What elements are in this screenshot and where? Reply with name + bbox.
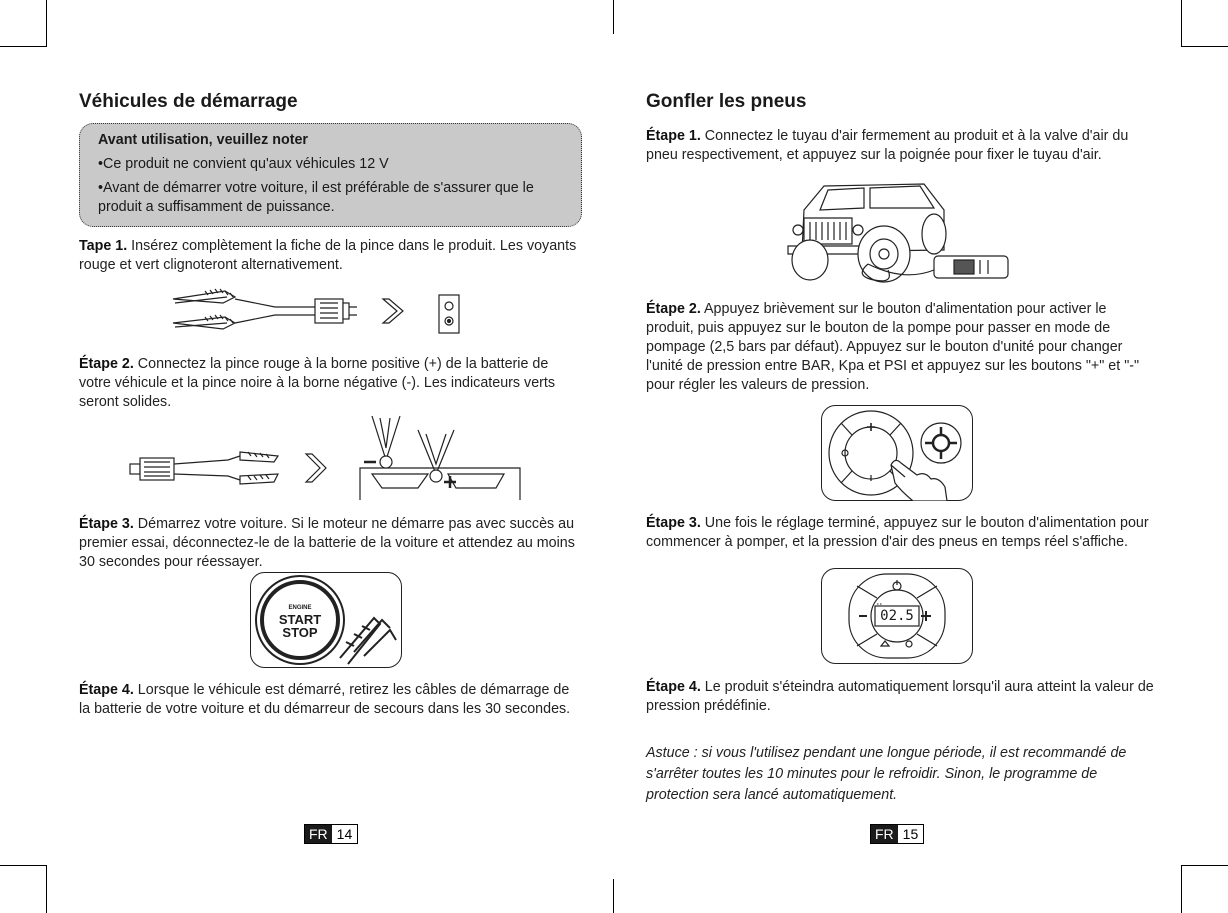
control-panel-illustration xyxy=(821,405,973,501)
crop-mark xyxy=(0,46,47,47)
crop-mark xyxy=(1181,0,1182,46)
step-text: Lorsque le véhicule est démarré, retirez les câbles de démarrage de la batterie de votre voiture et du démarreur de secours dans les 30 secondes. xyxy=(79,682,571,717)
right-section-title: Gonfler les pneus xyxy=(646,91,807,112)
step-text: Connectez le tuyau d'air fermement au produit et à la valve d'air du pneu respectivement, et appuyez sur la poignée pour fixer le tuyau d'air. xyxy=(646,128,1129,163)
tip-text: Astuce : si vous l'utilisez pendant une longue période, il est recommandé de s'arrêter toutes les 10 minutes pour le refroidir. Sinon, le programme de protection sera lancé automatiquement. xyxy=(646,745,1127,803)
crop-mark xyxy=(46,0,47,46)
step-text: Insérez complètement la fiche de la pince dans le produit. Les voyants rouge et vert clignoteront alternativement. xyxy=(79,238,577,273)
start-label: START xyxy=(278,612,322,627)
step-text: Connectez la pince rouge à la borne positive (+) de la batterie de votre véhicule et la pince noire à la borne négative (-). Les indicateurs verts seront solides. xyxy=(79,356,556,410)
crop-mark xyxy=(613,0,614,34)
step-label: Étape 3. xyxy=(646,515,701,531)
jeep-inflator-illustration xyxy=(784,180,1012,290)
left-step-4 xyxy=(79,681,584,719)
step-text: Le produit s'éteindra automatiquement lorsqu'il aura atteint la valeur de pression prédéfinie. xyxy=(646,679,1154,714)
right-step-1 xyxy=(646,127,1156,165)
step-label: Étape 4. xyxy=(79,682,134,698)
left-step-3 xyxy=(79,515,584,572)
left-step-1 xyxy=(79,237,584,275)
right-step-3 xyxy=(646,514,1156,552)
left-section-title: Véhicules de démarrage xyxy=(79,91,298,112)
page-lang: FR xyxy=(871,825,898,843)
page-number-left xyxy=(304,824,358,844)
crop-mark xyxy=(1181,46,1228,47)
step-text: Une fois le réglage terminé, appuyez sur le bouton d'alimentation pour commencer à pomper, et la pression d'air des pneus en temps réel s'affiche. xyxy=(646,515,1149,550)
note-item: •Ce produit ne convient qu'aux véhicules 12 V xyxy=(98,156,389,172)
step-label: Étape 2. xyxy=(646,301,701,317)
page-lang: FR xyxy=(305,825,332,843)
crop-mark xyxy=(46,865,47,913)
page-num: 14 xyxy=(332,825,358,843)
left-step-2 xyxy=(79,355,584,412)
step-label: Étape 2. xyxy=(79,356,134,372)
pressure-display-value: 02.5 xyxy=(880,608,914,624)
crop-mark xyxy=(1181,865,1228,866)
step-label: Tape 1. xyxy=(79,238,128,254)
right-step-4 xyxy=(646,678,1156,716)
crop-mark xyxy=(0,865,47,866)
note-item: •Avant de démarrer votre voiture, il est préférable de s'assurer que le produit a suffisamment de puissance. xyxy=(98,180,534,215)
battery-connection-illustration xyxy=(128,412,530,504)
step-text: Appuyez brièvement sur le bouton d'alimentation pour activer le produit, puis appuyez sur le bouton de la pompe pour passer en mode de pompage (2,5 bars par défaut). Appuyez sur le bouton d'unité pour changer l'unité de pression entre BAR, Kpa et PSI et appuyez sur les boutons "+" et "-" pour régler les valeurs de pression. xyxy=(646,301,1140,393)
note-box xyxy=(79,123,582,227)
step-label: Étape 1. xyxy=(646,128,701,144)
step-label: Étape 4. xyxy=(646,679,701,695)
note-title: Avant utilisation, veuillez noter xyxy=(98,132,308,148)
stop-label: STOP xyxy=(282,625,318,640)
page-number-right xyxy=(870,824,924,844)
right-step-2 xyxy=(646,300,1156,395)
crop-mark xyxy=(613,879,614,913)
page-num: 15 xyxy=(898,825,924,843)
crop-mark xyxy=(1181,865,1182,913)
step-text: Démarrez votre voiture. Si le moteur ne démarre pas avec succès au premier essai, déconnectez-le de la batterie de la voiture et attendez au moins 30 secondes pour réessayer. xyxy=(79,516,575,570)
step-label: Étape 3. xyxy=(79,516,134,532)
engine-label: ENGINE xyxy=(288,605,312,611)
clamp-plug-illustration xyxy=(165,285,470,337)
